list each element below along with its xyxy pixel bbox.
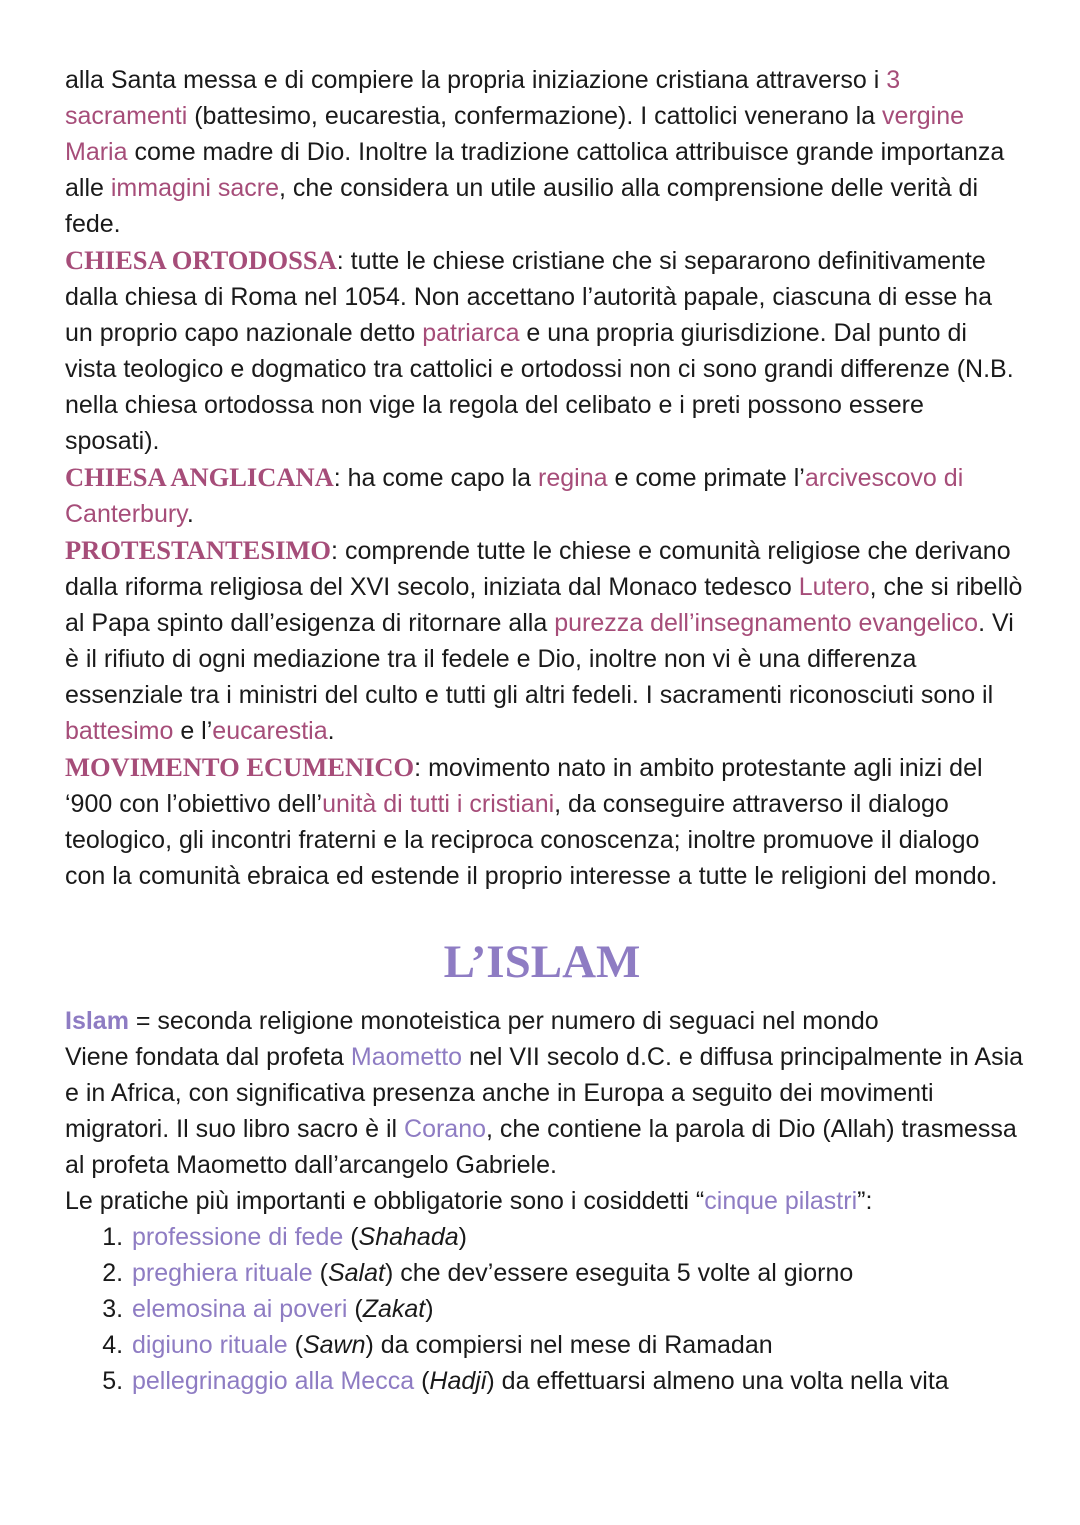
text: = seconda religione monoteistica per numero di seguaci nel mondo [128, 1007, 879, 1035]
list-item [130, 1255, 1025, 1291]
pillar-name: preghiera rituale [132, 1259, 313, 1287]
text: (battesimo, eucarestia, confermazione). I cattolici venerano la [187, 102, 883, 130]
paragraph-protestantesimo [65, 532, 1025, 749]
pillar-name: professione di fede [132, 1223, 344, 1251]
text: e l’ [173, 717, 213, 745]
pillar-term: Hadji [429, 1367, 487, 1395]
list-item [130, 1219, 1025, 1255]
text: ) [425, 1295, 434, 1323]
highlight-lutero: Lutero [798, 573, 870, 601]
text: ) [458, 1223, 467, 1251]
pillar-name: elemosina ai poveri [132, 1295, 348, 1323]
text: e una propria giurisdizione. Dal punto di vista teologico e dogmatico tra cattolici e ortodossi non ci sono grandi differenze (N.B. nella chiesa ortodossa non vige la regola del celibato e i preti possono essere sposati). [65, 319, 1014, 455]
highlight-cinque-pilastri: cinque pilastri [704, 1187, 858, 1215]
text: ( [343, 1223, 359, 1251]
text: . [186, 500, 194, 528]
pillar-name: digiuno rituale [132, 1331, 288, 1359]
highlight-patriarca: patriarca [422, 319, 520, 347]
pillar-term: Shahada [358, 1223, 459, 1251]
paragraph-cattolici [65, 62, 1025, 242]
pillar-term: Zakat [362, 1295, 426, 1323]
heading-movimento-ecumenico: MOVIMENTO ECUMENICO [65, 752, 415, 782]
text: nel VII secolo d.C. e diffusa principalmente in Asia e in Africa, con significativa presenza anche in Europa a seguito dei movimenti migratori. Il suo libro sacro è il [65, 1043, 1024, 1143]
text: e come primate l’ [607, 464, 805, 492]
text: . Vi è il rifiuto di ogni mediazione tra il fedele e Dio, inoltre non vi è una differenza essenziale tra i ministri del culto e tutti gli altri fedeli. I sacramenti riconosciuti sono il [65, 609, 1014, 709]
highlight-vergine-maria: vergine Maria [65, 102, 965, 166]
paragraph-movimento-ecumenico [65, 749, 1025, 894]
text: : ha come capo la [333, 464, 539, 492]
paragraph-islam-pillars-intro [65, 1183, 1025, 1219]
text: Viene fondata dal profeta [65, 1043, 351, 1071]
list-item [130, 1363, 1025, 1399]
text: ( [347, 1295, 363, 1323]
pillars-list [65, 1219, 1025, 1399]
text: : tutte le chiese cristiane che si separarono definitivamente dalla chiesa di Roma nel 1054. Non accettano l’autorità papale, ciascuna di esse ha un proprio capo nazionale detto [65, 247, 992, 347]
list-item [130, 1291, 1025, 1327]
text: ) da compiersi nel mese di Ramadan [365, 1331, 773, 1359]
paragraph-chiesa-anglicana [65, 459, 1025, 532]
list-item [130, 1327, 1025, 1363]
highlight-maometto: Maometto [350, 1043, 463, 1071]
highlight-unita-cristiani: unità di tutti i cristiani [322, 790, 555, 818]
heading-protestantesimo: PROTESTANTESIMO [65, 535, 332, 565]
heading-chiesa-ortodossa: CHIESA ORTODOSSA [65, 245, 337, 275]
text: ( [312, 1259, 328, 1287]
text: : comprende tutte le chiese e comunità religiose che derivano dalla riforma religiosa del XVI secolo, iniziata dal Monaco tedesco [65, 537, 1011, 601]
highlight-arcivescovo: arcivescovo di Canterbury [65, 464, 964, 528]
text: come madre di Dio. Inoltre la tradizione cattolica attribuisce grande importanza alle [65, 138, 1005, 202]
document-page [65, 62, 1025, 1399]
paragraph-islam-definition [65, 1003, 1025, 1039]
paragraph-islam-history [65, 1039, 1025, 1183]
text: , da conseguire attraverso il dialogo teologico, gli incontri fraterni e la reciproca conoscenza; inoltre promuove il dialogo con la comunità ebraica ed estende il proprio interesse a tutte le religioni del mondo. [65, 790, 998, 890]
text: ”: [857, 1187, 873, 1215]
heading-chiesa-anglicana: CHIESA ANGLICANA [65, 462, 334, 492]
text: ( [287, 1331, 303, 1359]
text: . [327, 717, 335, 745]
pillar-term: Sawn [302, 1331, 366, 1359]
highlight-battesimo: battesimo [65, 717, 174, 745]
highlight-immagini-sacre: immagini sacre [110, 174, 279, 202]
term-islam: Islam [65, 1007, 129, 1035]
text: ) che dev’essere eseguita 5 volte al giorno [384, 1259, 854, 1287]
highlight-purezza: purezza dell’insegnamento evangelico [554, 609, 979, 637]
text: : movimento nato in ambito protestante agli inizi del ‘900 con l’obiettivo dell’ [65, 754, 983, 818]
text: Le pratiche più importanti e obbligatorie sono i cosiddetti “ [65, 1187, 705, 1215]
text: , che considera un utile ausilio alla comprensione delle verità di fede. [65, 174, 978, 238]
text: ( [414, 1367, 430, 1395]
pillar-term: Salat [327, 1259, 385, 1287]
pillar-name: pellegrinaggio alla Mecca [132, 1367, 415, 1395]
text: , che contiene la parola di Dio (Allah) trasmessa al profeta Maometto dall’arcangelo Gabriele. [65, 1115, 1017, 1179]
text: ) da effettuarsi almeno una volta nella vita [486, 1367, 949, 1395]
highlight-eucarestia: eucarestia [212, 717, 328, 745]
paragraph-chiesa-ortodossa [65, 242, 1025, 459]
text: alla Santa messa e di compiere la propria iniziazione cristiana attraverso i [65, 66, 887, 94]
highlight-sacramenti: 3 sacramenti [65, 66, 901, 130]
highlight-corano: Corano [404, 1115, 487, 1143]
text: , che si ribellò al Papa spinto dall’esigenza di ritornare alla [65, 573, 1023, 637]
section-title-islam: L’ISLAM [443, 936, 641, 988]
highlight-regina: regina [538, 464, 608, 492]
